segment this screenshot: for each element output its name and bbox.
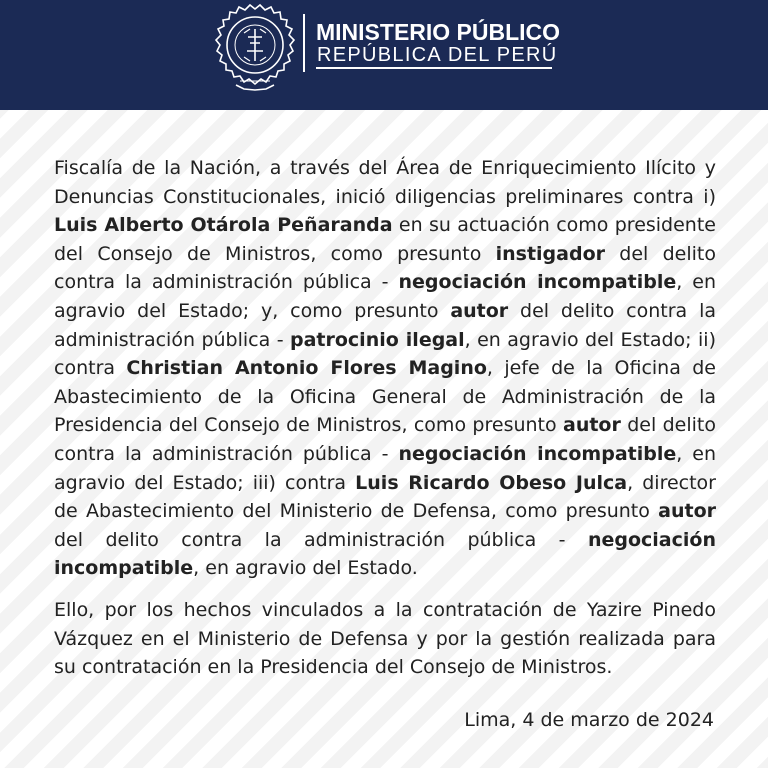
emphasis-text: instigador bbox=[495, 242, 605, 265]
emphasis-text: negociación incompatible bbox=[54, 528, 716, 580]
body-text: , director de Abastecimiento del Ministerio de Defensa, como presunto bbox=[54, 471, 716, 523]
body-text: , en agravio del Estado; ii) contra bbox=[54, 328, 716, 380]
org-name: MINISTERIO PÚBLICO bbox=[316, 19, 561, 45]
emphasis-text: autor bbox=[563, 414, 621, 437]
emphasis-text: patrocinio ilegal bbox=[289, 328, 465, 351]
body-text: , en agravio del Estado. bbox=[193, 557, 418, 580]
body-text: en su actuación como presidente del Consejo de Ministros, como presunto bbox=[54, 214, 716, 265]
emphasis-text: autor bbox=[658, 500, 716, 523]
org-subtitle: REPÚBLICA DEL PERÚ bbox=[317, 44, 558, 66]
body-text: , en agravio del Estado; y, como presunto bbox=[54, 271, 716, 322]
statement-paragraph-2: Ello, por los hechos vinculados a la contratación de Yazire Pinedo Vázquez en el Ministerio de Defensa y por la gestión realizada para su contratación en la Presidencia del Consejo de Ministros. bbox=[54, 598, 716, 679]
body-text: , jefe de la Oficina de Abastecimiento de la Oficina General de Administración de la Presidencia del Consejo de Ministros, como presunto bbox=[54, 357, 716, 437]
header-banner bbox=[0, 0, 768, 110]
body-text: del delito contra la administración pública - bbox=[54, 299, 716, 351]
body-text: Fiscalía de la Nación, a través del Área de Enriquecimiento Ilícito y Denuncias Constitucionales, inició diligencias preliminares contra i) bbox=[54, 157, 716, 208]
header-divider bbox=[303, 14, 305, 72]
body-text: del delito contra la administración pública - bbox=[54, 414, 716, 465]
emphasis-text: Christian Antonio Flores Magino bbox=[126, 357, 487, 380]
body-text: del delito contra la administración pública - bbox=[54, 242, 716, 294]
emphasis-text: negociación incompatible bbox=[398, 442, 677, 465]
body-text: , en agravio del Estado; iii) contra bbox=[54, 442, 716, 494]
statement-body bbox=[54, 154, 716, 682]
org-underline bbox=[316, 67, 552, 69]
emphasis-text: Luis Alberto Otárola Peñaranda bbox=[54, 214, 393, 237]
ministerio-publico-seal-icon bbox=[214, 3, 296, 93]
emphasis-text: Luis Ricardo Obeso Julca bbox=[355, 471, 628, 494]
body-text: del delito contra la administración pública - bbox=[54, 528, 588, 551]
emphasis-text: autor bbox=[450, 299, 509, 322]
emphasis-text: negociación incompatible bbox=[398, 271, 677, 294]
statement-date: Lima, 4 de marzo de 2024 bbox=[464, 709, 714, 731]
statement-paragraph-1 bbox=[54, 154, 716, 583]
